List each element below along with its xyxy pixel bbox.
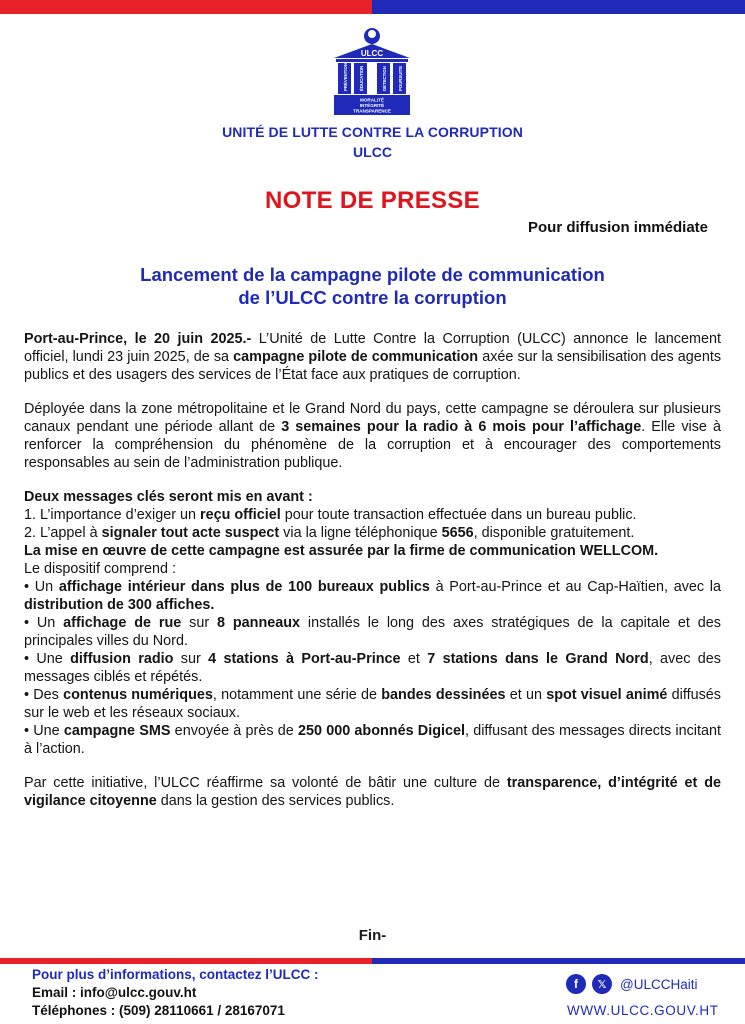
logo-base-line: INTÉGRITÉ xyxy=(359,103,385,108)
contact-email[interactable]: Email : info@ulcc.gouv.ht xyxy=(32,985,197,1000)
org-acronym: ULCC xyxy=(353,144,392,160)
headline-line: de l’ULCC contre la corruption xyxy=(238,287,507,308)
dispositif-item: • Des contenus numériques, notamment une série de bandes dessinées et un spot visuel animé diffusés sur le web et les réseaux sociaux. xyxy=(24,687,721,721)
contact-phones: Téléphones : (509) 28110661 / 28167071 xyxy=(32,1003,285,1018)
key-messages-heading: Deux messages clés seront mis en avant : xyxy=(24,489,313,505)
dispositif-item: • Une campagne SMS envoyée à près de 250 000 abonnés Digicel, diffusant des messages directs incitant à l’action. xyxy=(24,723,721,757)
org-name: UNITÉ DE LUTTE CONTRE LA CORRUPTION xyxy=(222,124,523,140)
logo-pillar-word: ÉDUCATION xyxy=(359,65,364,91)
top-color-bar xyxy=(0,0,745,14)
dispositif-item: • Un affichage intérieur dans plus de 100 bureaux publics à Port-au-Prince et au Cap-Haïtien, avec la distribution de 300 affiches. xyxy=(24,579,722,613)
top-bar-red xyxy=(0,0,372,14)
firm-paragraph: La mise en œuvre de cette campagne est assurée par la firme de communication WELLCOM. xyxy=(24,543,659,559)
logo-pillar-word: POURSUITE xyxy=(398,65,403,91)
press-body xyxy=(24,330,721,810)
social-handle[interactable]: @ULCCHaiti xyxy=(620,976,698,992)
fin-marker: Fin- xyxy=(358,927,387,944)
logo-pillar-word: PRÉVENTION xyxy=(343,63,348,91)
campaign-paragraph: Déployée dans la zone métropolitaine et le Grand Nord du pays, cette campagne se déroulera sur plusieurs canaux pendant une période allant de 3 semaines pour la radio à 6 mois pour l’affichage. Elle vise à renforcer la compréhension du phénomène de la corruption et à encourager des comportements responsables au sein de l’administration publique. xyxy=(24,401,721,471)
headline xyxy=(60,263,685,309)
logo-top-text: ULCC xyxy=(360,49,384,58)
footer-color-bar xyxy=(0,958,745,964)
key-message-2: 2. L’appel à signaler tout acte suspect via la ligne téléphonique 5656, disponible gratuitement. xyxy=(24,525,635,541)
top-bar-blue xyxy=(372,0,745,14)
social-links xyxy=(566,974,697,994)
footer-bar-blue xyxy=(372,958,745,964)
press-subtitle: Pour diffusion immédiate xyxy=(527,219,708,236)
dispositif-item: • Un affichage de rue sur 8 panneaux installés le long des axes stratégiques de la capitale et des principales villes du Nord. xyxy=(24,615,721,649)
closing-paragraph: Par cette initiative, l’ULCC réaffirme sa volonté de bâtir une culture de transparence, d’intégrité et de vigilance citoyenne dans la gestion des services publics. xyxy=(24,775,721,809)
logo-base-line: MORALITÉ xyxy=(360,97,384,103)
intro-paragraph: Port-au-Prince, le 20 juin 2025.- L’Unité de Lutte Contre la Corruption (ULCC) annonce le lancement officiel, lundi 23 juin 2025, de sa campagne pilote de communication axée sur la sensibilisation des agents publics et des usagers des services de l’État face aux pratiques de corruption. xyxy=(24,331,722,383)
facebook-icon[interactable]: f xyxy=(566,974,586,994)
logo-base-line: TRANSPARENCE xyxy=(353,108,391,114)
footer-bar-red xyxy=(0,958,372,964)
key-message-1: 1. L’importance d’exiger un reçu officiel pour toute transaction effectuée dans un bureau public. xyxy=(24,507,637,523)
ulcc-logo xyxy=(326,24,418,116)
press-title: NOTE DE PRESSE xyxy=(265,187,480,214)
dispositif-item: • Une diffusion radio sur 4 stations à Port-au-Prince et 7 stations dans le Grand Nord, avec des messages ciblés et répétés. xyxy=(24,651,721,685)
x-icon[interactable]: 𝕏 xyxy=(592,974,612,994)
dispositif-heading: Le dispositif comprend : xyxy=(24,561,176,577)
website-link[interactable]: WWW.ULCC.GOUV.HT xyxy=(567,1003,719,1018)
headline-line: Lancement de la campagne pilote de communication xyxy=(140,264,605,285)
contact-lead: Pour plus d’informations, contactez l’ULCC : xyxy=(32,967,319,982)
logo-pillar-word: DÉTECTION xyxy=(382,66,387,91)
contact-block xyxy=(32,966,319,1020)
